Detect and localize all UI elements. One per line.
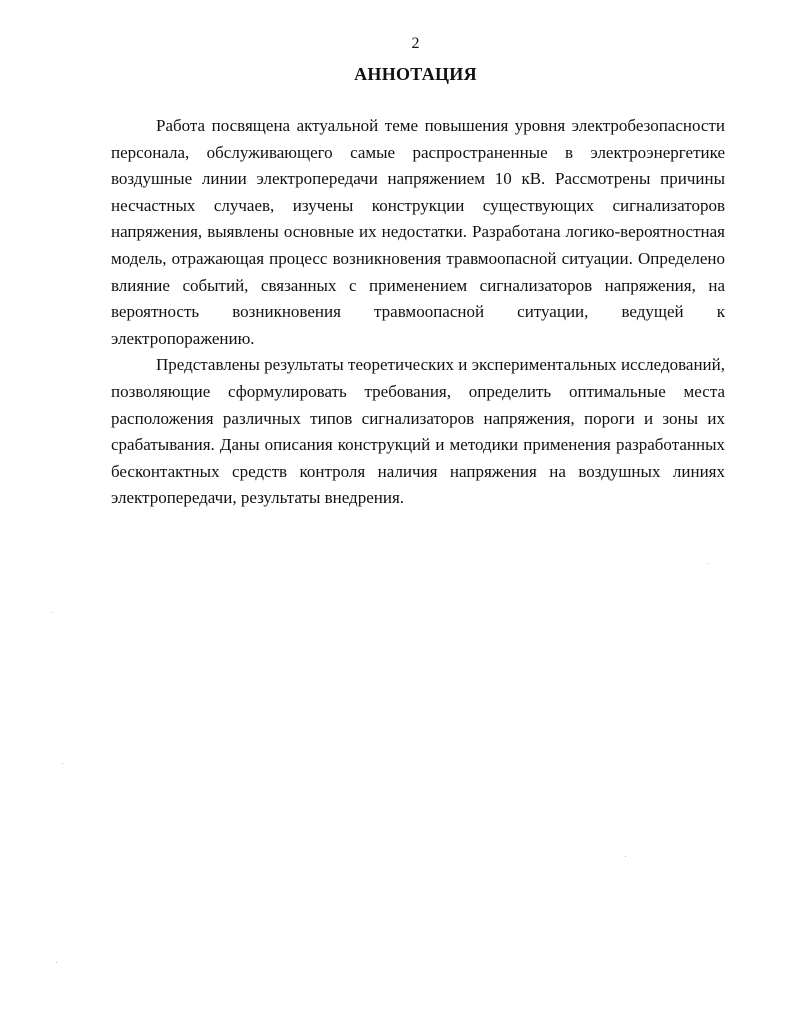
page-title: АННОТАЦИЯ (354, 64, 477, 84)
scan-speck (62, 763, 63, 764)
abstract-body (111, 113, 725, 512)
abstract-paragraph-1: Работа посвящена актуальной теме повышения уровня электробезопасности персонала, обслуживающего самые распространенные в электроэнергетике воздушные линии электропередачи напряжением 10 кВ. Рассмотрены причины несчастных случаев, изучены конструкции существующих сигнализаторов напряжения, выявлены основные их недостатки. Разработана логико-вероятностная модель, отражающая процесс возникновения травмоопасной ситуации. Определено влияние событий, связанных с применением сигнализаторов напряжения, на вероятность возникновения травмоопасной ситуации, ведущей к электропоражению. (111, 116, 725, 348)
scan-speck (625, 856, 626, 857)
scan-speck (708, 563, 709, 564)
abstract-paragraph-2: Представлены результаты теоретических и экспериментальных исследований, позволяющие сформулировать требования, определить оптимальные места расположения различных типов сигнализаторов напряжения, пороги и зоны их срабатывания. Даны описания конструкций и методики применения разработанных бесконтактных средств контроля наличия напряжения на воздушных линиях электропередачи, результаты внедрения. (111, 355, 725, 508)
scan-speck (56, 962, 57, 963)
page-number: 2 (411, 35, 420, 52)
scan-speck (52, 612, 53, 613)
